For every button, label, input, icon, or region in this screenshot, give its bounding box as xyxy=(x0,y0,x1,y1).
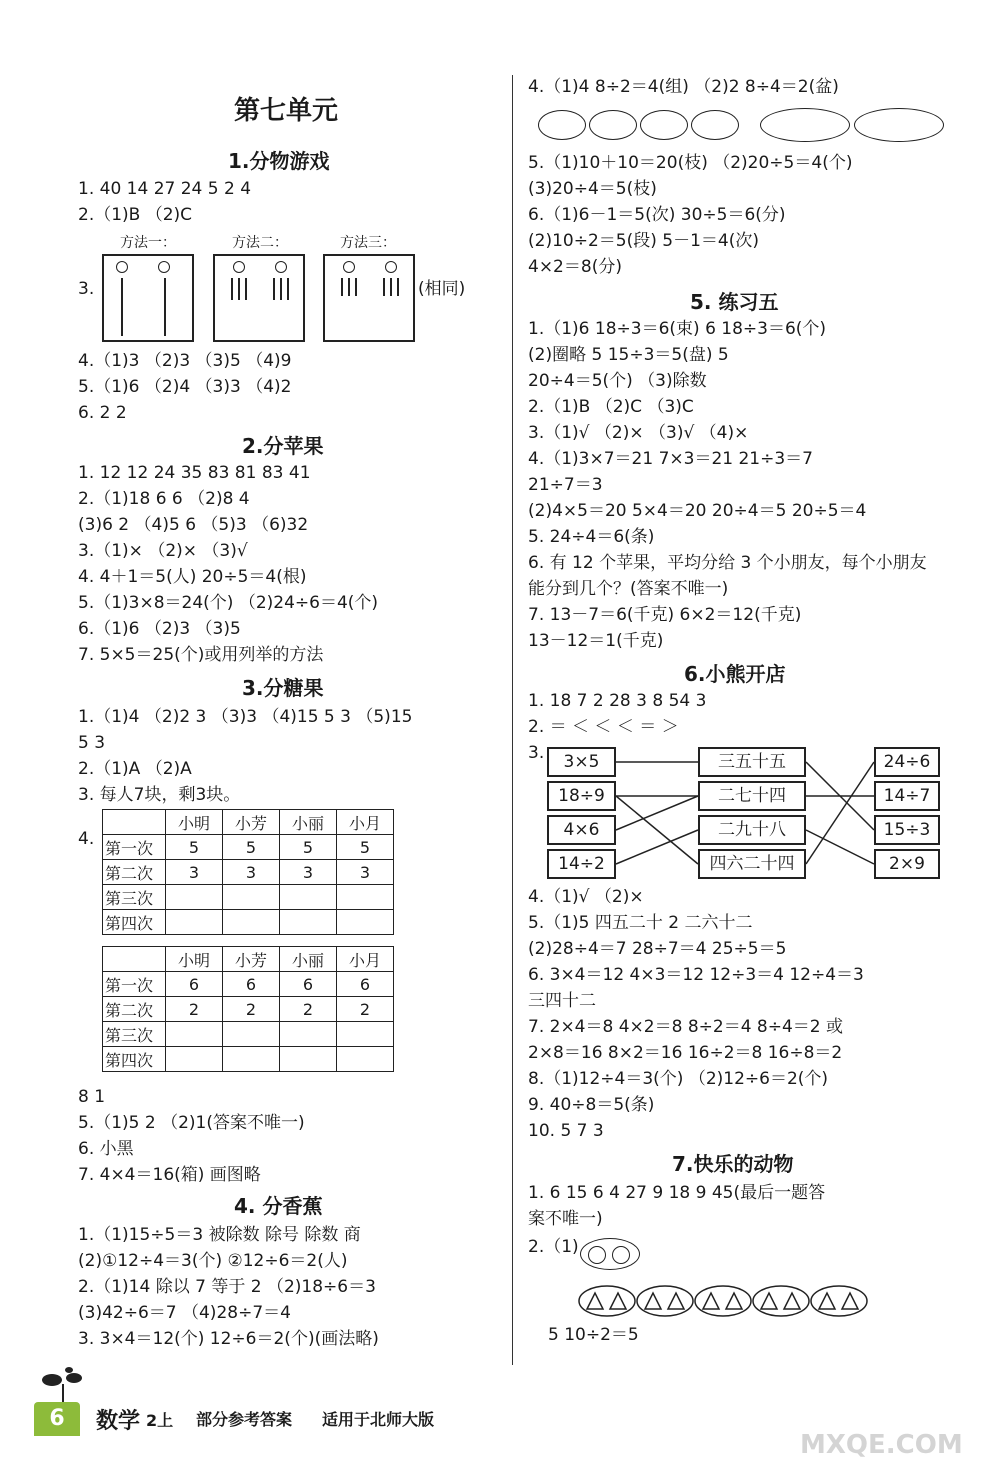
table-cell: 5 xyxy=(166,835,223,860)
answer-line: 1. 18 7 2 28 3 8 54 3 xyxy=(528,691,707,711)
section-title-3: 3.分糖果 xyxy=(242,676,324,700)
answer-line: (2)10÷2＝5(段) 5－1＝4(次) xyxy=(528,231,759,251)
table-cell: 第四次 xyxy=(103,1047,166,1072)
answer-line: (3)42÷6＝7 （4)28÷7＝4 xyxy=(78,1303,291,1323)
table-cell: 2 xyxy=(337,997,394,1022)
table-cell: 2 xyxy=(223,997,280,1022)
answer-line: 1. 40 14 27 24 5 2 4 xyxy=(78,179,252,199)
page-number: 6 xyxy=(34,1402,80,1436)
question-label: 4. xyxy=(78,829,95,849)
table-cell: 5 xyxy=(337,835,394,860)
answer-line: 6. 有 12 个苹果，平均分给 3 个小朋友，每个小朋友 xyxy=(528,553,927,573)
table-cell: 3 xyxy=(337,860,394,885)
answer-line: 能分到几个？(答案不唯一) xyxy=(528,579,729,599)
match-box-left: 4×6 xyxy=(547,815,616,845)
table-header: 小芳 xyxy=(223,810,280,835)
match-box-left: 14÷2 xyxy=(547,849,616,879)
circle-icon xyxy=(588,1246,606,1264)
answer-line: (2)圈略 5 15÷3＝5(盘) 5 xyxy=(528,345,729,365)
answer-line: 6. 小黑 xyxy=(78,1139,134,1159)
method-label-2: 方法二： xyxy=(232,235,288,251)
match-box-left: 18÷9 xyxy=(547,781,616,811)
table-cell: 6 xyxy=(223,972,280,997)
answer-line: 1. 12 12 24 35 83 81 83 41 xyxy=(78,463,311,483)
answer-line: 7. 5×5＝25(个)或用列举的方法 xyxy=(78,645,324,665)
table-cell: 6 xyxy=(337,972,394,997)
match-box-right: 15÷3 xyxy=(874,815,940,845)
table-cell: 3 xyxy=(223,860,280,885)
answer-line: 2.（1)A （2)A xyxy=(78,759,192,779)
answer-line: 10. 5 7 3 xyxy=(528,1121,604,1141)
table-cell: 2 xyxy=(280,997,337,1022)
table-cell: 2 xyxy=(166,997,223,1022)
answer-line: 2.（1) xyxy=(528,1237,579,1257)
triangle-groups xyxy=(578,1284,870,1318)
answer-line: 7. 2×4＝8 4×2＝8 8÷2＝4 8÷4＝2 或 xyxy=(528,1017,844,1037)
section-title-1: 1.分物游戏 xyxy=(228,149,330,173)
answer-line: 5. 24÷4＝6(条) xyxy=(528,527,655,547)
answer-line: (3)20÷4＝5(枝) xyxy=(528,179,657,199)
section-title-6: 6.小熊开店 xyxy=(684,662,786,686)
answer-line: 4.（1)4 8÷2＝4(组) （2)2 8÷4＝2(盆) xyxy=(528,77,839,97)
answer-line: 三四十二 xyxy=(528,991,596,1011)
table-cell: 3 xyxy=(166,860,223,885)
answer-line: 4.（1)3×7＝21 7×3＝21 21÷3＝7 xyxy=(528,449,813,469)
table-cell: 5 xyxy=(280,835,337,860)
table-cell: 第一次 xyxy=(103,972,166,997)
match-box-mid: 二七十四 xyxy=(698,781,806,811)
table-cell: 第二次 xyxy=(103,860,166,885)
answer-line: 1.（1)6 18÷3＝6(束) 6 18÷3＝6(个) xyxy=(528,319,827,339)
answer-line: 2.（1)B （2)C xyxy=(78,205,193,225)
answer-line: 案不唯一) xyxy=(528,1209,603,1229)
footer-subject: 数学 xyxy=(96,1409,141,1434)
answer-line: (2)①12÷4＝3(个) ②12÷6＝2(人) xyxy=(78,1251,348,1271)
answer-line: 4.（1)3 （2)3 （3)5 （4)9 xyxy=(78,351,292,371)
table-cell: 第三次 xyxy=(103,1022,166,1047)
question-label: 3. xyxy=(78,279,95,299)
table-cell: 第三次 xyxy=(103,885,166,910)
answer-line: 1. 6 15 6 4 27 9 18 9 45(最后一题答 xyxy=(528,1183,826,1203)
sprout-logo-icon xyxy=(38,1366,88,1404)
answer-line: 5 10÷2＝5 xyxy=(548,1325,639,1345)
footer-edition: 适用于北师大版 xyxy=(322,1410,435,1429)
table-cell: 5 xyxy=(223,835,280,860)
answer-line: 4×2＝8(分) xyxy=(528,257,622,277)
match-box-mid: 四六二十四 xyxy=(698,849,806,879)
answer-line: (2)28÷4＝7 28÷7＝4 25÷5＝5 xyxy=(528,939,787,959)
answer-line: 2.（1)B （2)C （3)C xyxy=(528,397,694,417)
table-header: 小丽 xyxy=(280,947,337,972)
answer-line: (2)4×5＝20 5×4＝20 20÷4＝5 20÷5＝4 xyxy=(528,501,867,521)
unit-title: 第七单元 xyxy=(234,96,339,126)
answer-line: 3. 3×4＝12(个) 12÷6＝2(个)(画法略) xyxy=(78,1329,379,1349)
footer-grade: 2上 xyxy=(146,1411,174,1430)
answer-line: 1.（1)15÷5＝3 被除数 除号 除数 商 xyxy=(78,1225,361,1245)
table-cell: 3 xyxy=(280,860,337,885)
answer-line: 5.（1)5 四五二十 2 二六十二 xyxy=(528,913,753,933)
answer-line: 13－12＝1(千克) xyxy=(528,631,664,651)
match-box-mid: 二九十八 xyxy=(698,815,806,845)
answer-line: 4. 4＋1＝5(人) 20÷5＝4(根) xyxy=(78,567,307,587)
answer-line: 4.（1)√ （2)× xyxy=(528,887,644,907)
answer-line: 6.（1)6－1＝5(次) 30÷5＝6(分) xyxy=(528,205,786,225)
method-label-1: 方法一： xyxy=(120,235,176,251)
table-header: 小月 xyxy=(337,947,394,972)
answer-line: 6.（1)6 （2)3 （3)5 xyxy=(78,619,241,639)
table-cell: 第二次 xyxy=(103,997,166,1022)
answer-line: 21÷7＝3 xyxy=(528,475,603,495)
answer-line: 2.（1)18 6 6 （2)8 4 xyxy=(78,489,250,509)
answer-line: 3.（1)× （2)× （3)√ xyxy=(78,541,248,561)
answer-line: 5.（1)6 （2)4 （3)3 （4)2 xyxy=(78,377,292,397)
answer-line: 8 1 xyxy=(78,1087,106,1107)
answer-line: 5.（1)5 2 （2)1(答案不唯一) xyxy=(78,1113,305,1133)
answer-line: 5 3 xyxy=(78,733,106,753)
match-box-right: 24÷6 xyxy=(874,747,940,777)
match-box-right: 14÷7 xyxy=(874,781,940,811)
match-box-left: 3×5 xyxy=(547,747,616,777)
section-title-5: 5. 练习五 xyxy=(690,290,779,314)
section-title-2: 2.分苹果 xyxy=(242,434,324,458)
table-header: 小丽 xyxy=(280,810,337,835)
table-header: 小明 xyxy=(166,810,223,835)
footer-desc: 部分参考答案 xyxy=(196,1410,293,1429)
answer-line: 5.（1)10＋10＝20(枝) （2)20÷5＝4(个) xyxy=(528,153,853,173)
answer-line: 3.（1)√ （2)× （3)√ （4)× xyxy=(528,423,749,443)
answer-line: 20÷4＝5(个) （3)除数 xyxy=(528,371,707,391)
answer-line: 2×8＝16 8×2＝16 16÷2＝8 16÷8＝2 xyxy=(528,1043,843,1063)
answer-line: 6. 2 2 xyxy=(78,403,127,423)
match-box-mid: 三五十五 xyxy=(698,747,806,777)
watermark: MXQE.COM xyxy=(800,1430,963,1460)
table-header: 小明 xyxy=(166,947,223,972)
answer-line: 9. 40÷8＝5(条) xyxy=(528,1095,655,1115)
section-title-4: 4. 分香蕉 xyxy=(234,1194,323,1218)
answer-line: (3)6 2 （4)5 6 （5)3 （6)32 xyxy=(78,515,309,535)
answer-line: 2.（1)14 除以 7 等于 2 （2)18÷6＝3 xyxy=(78,1277,376,1297)
table-header: 小芳 xyxy=(223,947,280,972)
answer-line: 6. 3×4＝12 4×3＝12 12÷3＝4 12÷4＝3 xyxy=(528,965,864,985)
answer-line: 3. 每人7块，剩3块。 xyxy=(78,785,241,805)
answer-line: 2. ＝ ＜ ＜ ＜ ＝ ＞ xyxy=(528,717,679,737)
table-cell: 6 xyxy=(166,972,223,997)
section-title-7: 7.快乐的动物 xyxy=(672,1152,794,1176)
table-cell: 第四次 xyxy=(103,910,166,935)
match-box-right: 2×9 xyxy=(874,849,940,879)
answer-line: 5.（1)3×8＝24(个) （2)24÷6＝4(个) xyxy=(78,593,379,613)
answer-line: 8.（1)12÷4＝3(个) （2)12÷6＝2(个) xyxy=(528,1069,829,1089)
method-label-3: 方法三： xyxy=(340,235,396,251)
question-label: 3. xyxy=(528,743,545,763)
answer-line: 1.（1)4 （2)2 3 （3)3 （4)15 5 3 （5)15 xyxy=(78,707,413,727)
answer-line: 7. 4×4＝16(箱) 画图略 xyxy=(78,1165,261,1185)
note-same: (相同) xyxy=(418,279,466,299)
table-header: 小月 xyxy=(337,810,394,835)
circle-icon xyxy=(612,1246,630,1264)
answer-line: 7. 13－7＝6(千克) 6×2＝12(千克) xyxy=(528,605,802,625)
table-cell: 6 xyxy=(280,972,337,997)
table-cell: 第一次 xyxy=(103,835,166,860)
